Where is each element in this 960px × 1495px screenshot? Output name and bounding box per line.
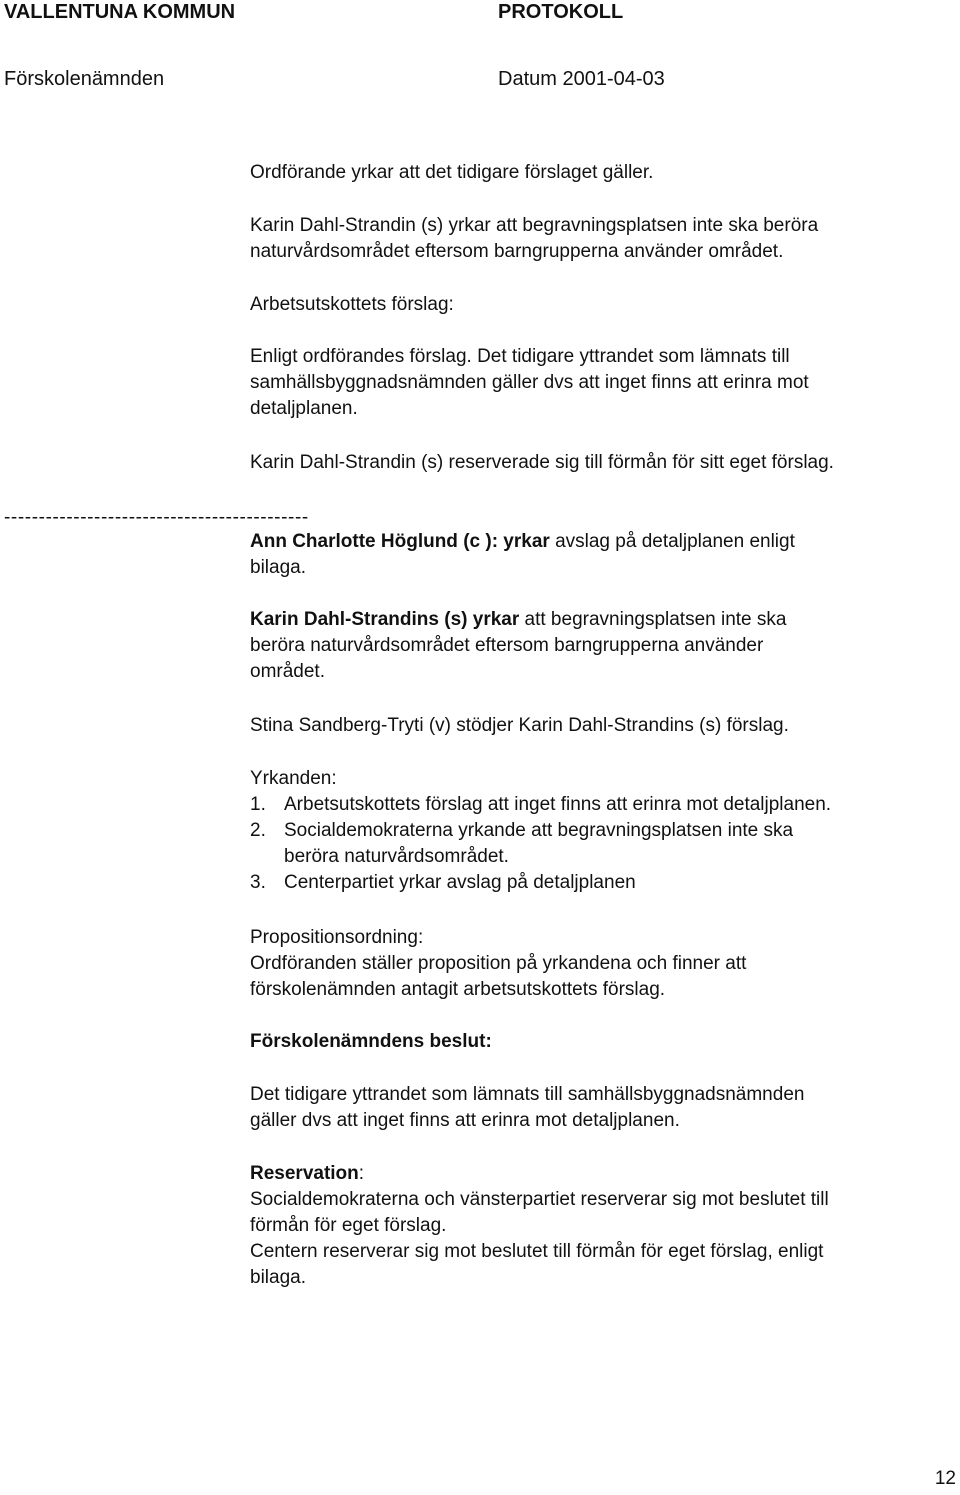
text-line: området. <box>250 661 325 682</box>
text-line: förskolenämnden antagit arbetsutskottets förslag. <box>250 979 666 1000</box>
paragraph-beslut <box>250 1082 950 1134</box>
list-item-continuation: beröra naturvårdsområdet. <box>284 846 509 867</box>
list-text: Centerpartiet yrkar avslag på detaljplanen <box>284 872 636 893</box>
committee-name: Förskolenämnden <box>4 68 165 90</box>
heading-reservation-colon: : <box>358 1163 365 1184</box>
section-proposition <box>250 925 950 1003</box>
document-type: PROTOKOLL <box>498 1 624 23</box>
text-line: Ordföranden ställer proposition på yrkandena och finner att <box>250 953 747 974</box>
text-line: samhällsbyggnadsnämnden gäller dvs att inget finns att erinra mot <box>250 372 809 393</box>
text-line: bilaga. <box>250 1267 306 1288</box>
paragraph-au-proposal <box>250 344 950 422</box>
heading-reservation <box>250 1161 950 1187</box>
speaker-name: Karin Dahl-Strandins (s) yrkar <box>250 609 520 630</box>
paragraph-stina-support: Stina Sandberg-Tryti (v) stödjer Karin Dahl-Strandins (s) förslag. <box>250 715 789 736</box>
text-line: gäller dvs att inget finns att erinra mot detaljplanen. <box>250 1110 680 1131</box>
list-number: 3. <box>250 872 266 893</box>
text-line: Socialdemokraterna och vänsterpartiet reserverar sig mot beslutet till <box>250 1189 829 1210</box>
heading-beslut: Förskolenämndens beslut: <box>250 1031 492 1052</box>
heading-yrkanden: Yrkanden: <box>250 768 337 789</box>
text-line <box>250 529 950 555</box>
text-line: Centern reserverar sig mot beslutet till förmån för eget förslag, enligt <box>250 1241 824 1262</box>
list-number: 1. <box>250 794 266 815</box>
text-line: naturvårdsområdet eftersom barngrupperna använder området. <box>250 241 784 262</box>
list-item <box>250 792 950 818</box>
org-name: VALLENTUNA KOMMUN <box>4 1 236 23</box>
paragraph-karin-reservation: Karin Dahl-Strandin (s) reserverade sig till förmån för sitt eget förslag. <box>250 452 834 473</box>
list-item <box>250 870 950 896</box>
text-line: Det tidigare yttrandet som lämnats till samhällsbyggnadsnämnden <box>250 1084 805 1105</box>
paragraph-hoglund-motion <box>250 529 950 581</box>
text-line: Enligt ordförandes förslag. Det tidigare yttrandet som lämnats till <box>250 346 790 367</box>
text-line: Karin Dahl-Strandin (s) yrkar att begravningsplatsen inte ska beröra <box>250 215 819 236</box>
section-reservation <box>250 1161 950 1291</box>
speaker-name: Ann Charlotte Höglund (c ): yrkar <box>250 531 550 552</box>
paragraph-karin-strandins-motion <box>250 607 950 685</box>
list-yrkanden <box>250 792 950 896</box>
list-text: Socialdemokraterna yrkande att begravningsplatsen inte ska <box>284 820 794 841</box>
text-line: detaljplanen. <box>250 398 358 419</box>
heading-proposition: Propositionsordning: <box>250 927 424 948</box>
text-line: bilaga. <box>250 557 306 578</box>
text-line <box>250 607 950 633</box>
text-fragment: att begravningsplatsen inte ska <box>519 609 787 630</box>
paragraph-chair-motion: Ordförande yrkar att det tidigare förslaget gäller. <box>250 162 654 183</box>
text-fragment: avslag på detaljplanen enligt <box>549 531 795 552</box>
heading-reservation-label: Reservation <box>250 1163 359 1184</box>
heading-au-proposal: Arbetsutskottets förslag: <box>250 294 454 315</box>
list-item <box>250 818 950 844</box>
text-line: förmån för eget förslag. <box>250 1215 447 1236</box>
paragraph-karin-motion <box>250 213 950 265</box>
separator-line: -------------------------------------------- <box>4 507 309 528</box>
document-date: Datum 2001-04-03 <box>498 68 665 90</box>
list-number: 2. <box>250 820 266 841</box>
list-text: Arbetsutskottets förslag att inget finns att erinra mot detaljplanen. <box>284 794 832 815</box>
page-number: 12 <box>934 1468 956 1489</box>
text-line: beröra naturvårdsområdet eftersom barngrupperna använder <box>250 635 764 656</box>
